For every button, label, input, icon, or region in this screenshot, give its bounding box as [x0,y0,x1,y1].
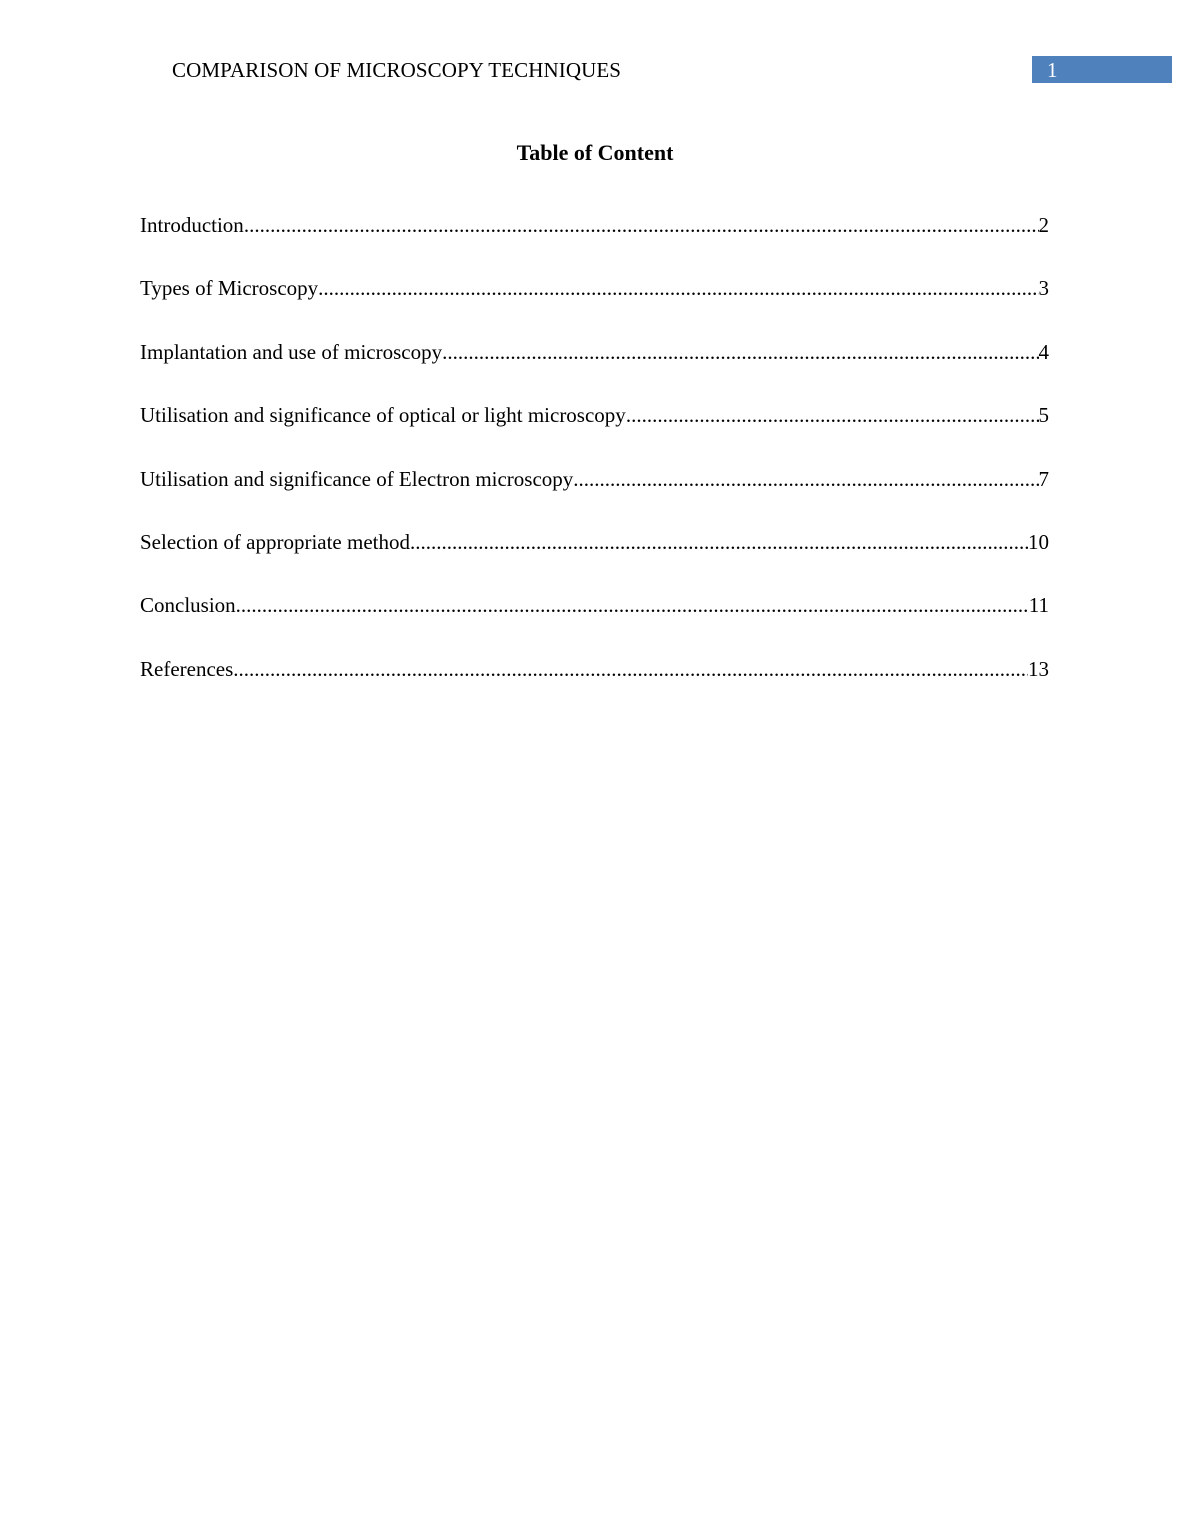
toc-entry-selection-of-method[interactable] [140,528,1049,591]
toc-dot-leader [410,528,1028,556]
toc-entry-page: 7 [1038,466,1049,491]
toc-entry-page: 2 [1038,213,1049,237]
toc-entry-implantation-and-use[interactable] [140,338,1049,401]
page-header [0,56,1190,84]
toc-entry-label: Utilisation and significance of Electron microscopy [140,466,574,491]
toc-entry-label: Types of Microscopy [140,276,319,301]
toc-entry-introduction[interactable] [140,211,1049,274]
toc-entry-label: Selection of appropriate method [140,529,410,554]
toc-dot-leader [442,338,1038,366]
toc-entry-electron-microscopy[interactable] [140,465,1049,528]
toc-title: Table of Content [516,140,674,165]
toc-entry-page: 11 [1028,593,1049,618]
toc-entry-types-of-microscopy[interactable] [140,274,1049,337]
page-number-box [1032,56,1172,83]
toc-entry-page: 10 [1028,529,1049,554]
table-of-contents [140,211,1049,718]
toc-entry-label: Conclusion [140,593,236,618]
toc-dot-leader [318,274,1038,302]
toc-dot-leader [573,465,1038,493]
running-head: COMPARISON OF MICROSCOPY TECHNIQUES [172,58,622,82]
toc-entry-references[interactable] [140,655,1049,718]
toc-dot-leader [244,211,1039,239]
toc-dot-leader [236,591,1029,619]
toc-entry-page: 3 [1038,276,1049,301]
toc-dot-leader [626,401,1039,429]
toc-entry-page: 4 [1038,339,1049,364]
toc-entry-optical-microscopy[interactable] [140,401,1049,464]
toc-entry-page: 13 [1028,656,1049,681]
toc-entry-label: References [140,656,234,681]
toc-entry-label: Utilisation and significance of optical or light microscopy [140,403,626,428]
page-number: 1 [1047,58,1058,82]
toc-entry-label: Introduction [140,213,244,237]
toc-entry-conclusion[interactable] [140,591,1049,654]
toc-entry-page: 5 [1038,403,1049,428]
toc-entry-label: Implantation and use of microscopy [140,339,443,364]
toc-dot-leader [233,655,1028,683]
